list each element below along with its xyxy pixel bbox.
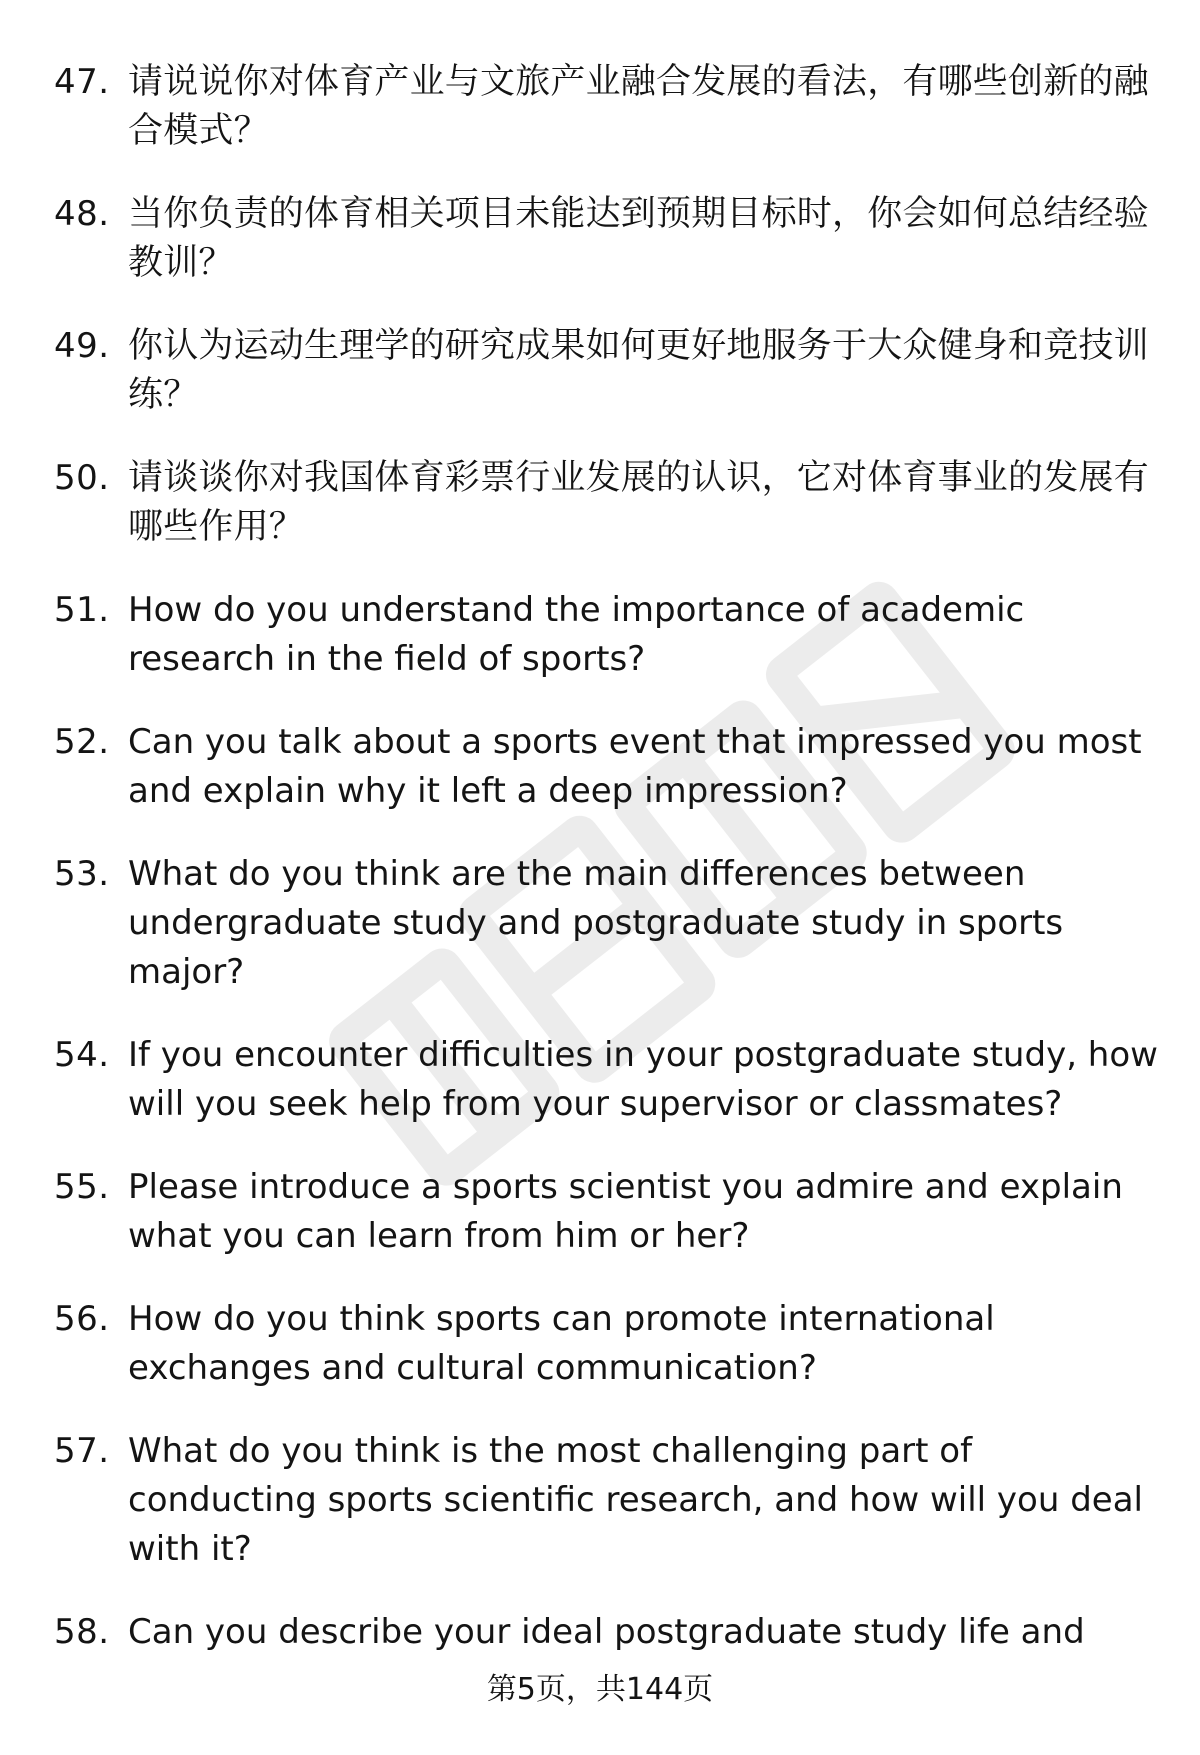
question-item bbox=[0, 586, 1200, 684]
question-number: 57. bbox=[54, 1431, 110, 1471]
question-number: 51. bbox=[54, 590, 110, 630]
question-item bbox=[0, 454, 1200, 552]
question-number: 58. bbox=[54, 1612, 110, 1652]
question-list bbox=[0, 58, 1200, 1691]
question-number: 48. bbox=[54, 194, 110, 234]
question-number: 47. bbox=[54, 62, 110, 102]
question-number: 50. bbox=[54, 458, 110, 498]
question-text: How do you understand the importance of academic research in the field of sports? bbox=[128, 590, 1025, 679]
question-number: 56. bbox=[54, 1299, 110, 1339]
question-text: If you encounter difficulties in your postgraduate study, how will you seek help from your supervisor or classmates? bbox=[128, 1035, 1158, 1124]
question-text: 你认为运动生理学的研究成果如何更好地服务于大众健身和竞技训练？ bbox=[128, 326, 1149, 415]
question-text: Can you talk about a sports event that impressed you most and explain why it left a deep impression? bbox=[128, 722, 1142, 811]
question-item bbox=[0, 322, 1200, 420]
question-number: 53. bbox=[54, 854, 110, 894]
question-text: What do you think are the main differences between undergraduate study and postgraduate study in sports major? bbox=[128, 854, 1064, 992]
question-text: 当你负责的体育相关项目未能达到预期目标时，你会如何总结经验教训？ bbox=[128, 194, 1149, 283]
question-text: Can you describe your ideal postgraduate study life and bbox=[128, 1612, 1085, 1652]
question-text: 请谈谈你对我国体育彩票行业发展的认识，它对体育事业的发展有哪些作用？ bbox=[128, 458, 1149, 547]
question-item bbox=[0, 1295, 1200, 1393]
page-footer: 第5页，共144页 bbox=[486, 1672, 714, 1707]
question-item bbox=[0, 850, 1200, 997]
question-item bbox=[0, 718, 1200, 816]
question-item bbox=[0, 1427, 1200, 1574]
question-item bbox=[0, 1031, 1200, 1129]
question-text: How do you think sports can promote international exchanges and cultural communication? bbox=[128, 1299, 995, 1388]
question-number: 55. bbox=[54, 1167, 110, 1207]
question-text: What do you think is the most challenging part of conducting sports scientific research, and how will you deal with it? bbox=[128, 1431, 1143, 1569]
question-item bbox=[0, 58, 1200, 156]
question-item bbox=[0, 1163, 1200, 1261]
question-text: 请说说你对体育产业与文旅产业融合发展的看法，有哪些创新的融合模式？ bbox=[128, 62, 1149, 151]
question-number: 54. bbox=[54, 1035, 110, 1075]
question-number: 49. bbox=[54, 326, 110, 366]
question-item bbox=[0, 190, 1200, 288]
question-text: Please introduce a sports scientist you admire and explain what you can learn from him or her? bbox=[128, 1167, 1123, 1256]
question-number: 52. bbox=[54, 722, 110, 762]
question-item bbox=[0, 1608, 1200, 1657]
